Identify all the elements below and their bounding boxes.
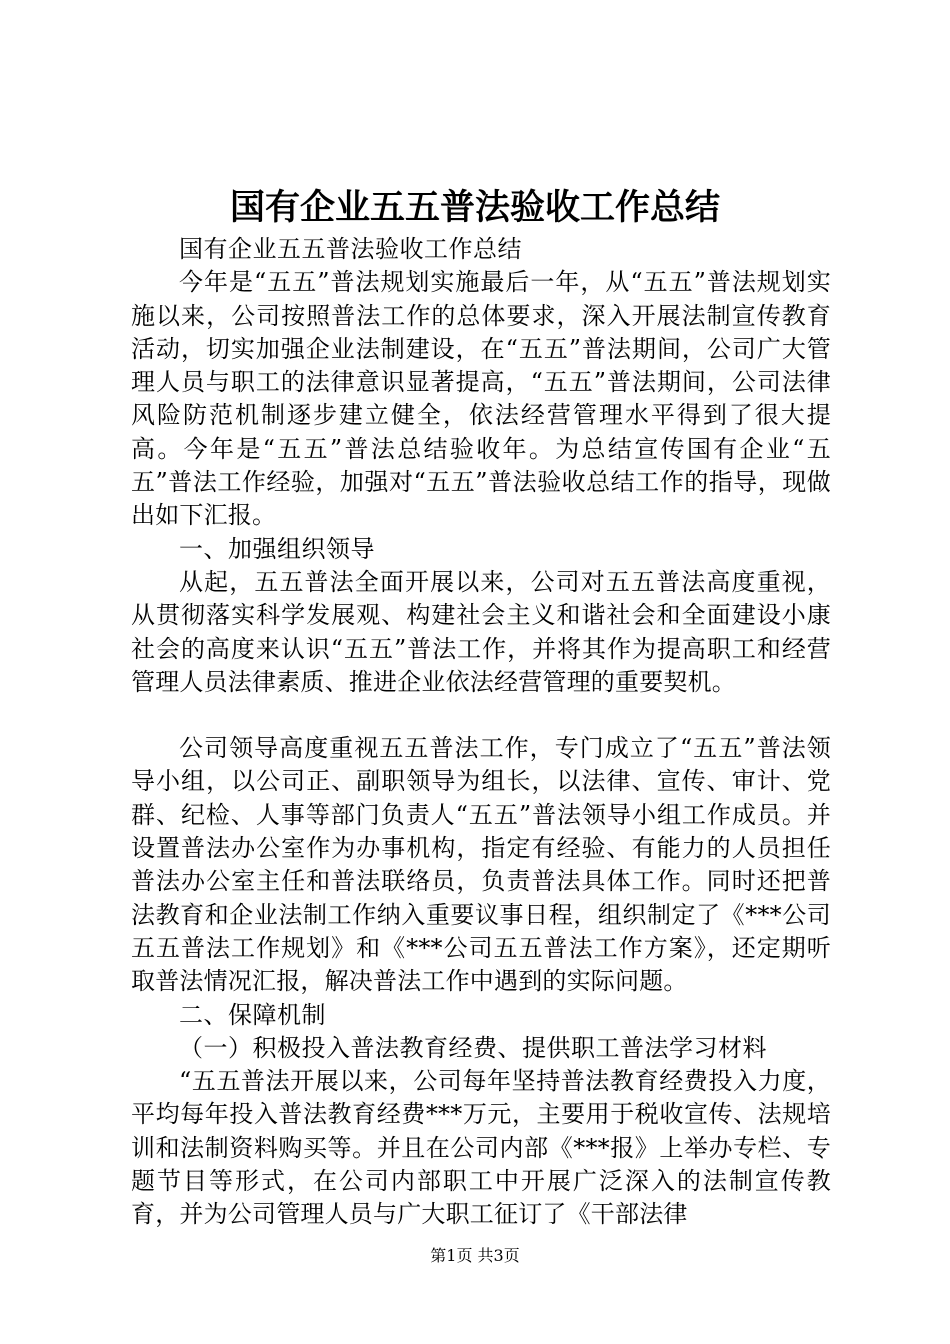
section-2-paragraph-1: “五五普法开展以来，公司每年坚持普法教育经费投入力度，平均每年投入普法教育经费***万元，主要用于税收宣传、法规培训和法制资料购买等。并且在公司内部《***报》上举办专栏、专题节目等形式，在公司内部职工中开展广泛深入的法制宣传教育，并为公司管理人员与广大职工征订了《干部法律 [131, 1067, 831, 1229]
intro-paragraph: 今年是“五五”普法规划实施最后一年，从“五五”普法规划实施以来，公司按照普法工作的总体要求，深入开展法制宣传教育活动，切实加强企业法制建设，在“五五”普法期间，公司广大管理人员与职工的法律意识显著提高，“五五”普法期间，公司法律风险防范机制逐步建立健全，依法经营管理水平得到了很大提高。今年是“五五”普法总结验收年。为总结宣传国有企业“五五”普法工作经验，加强对“五五”普法验收总结工作的指导，现做出如下汇报。 [131, 268, 831, 530]
section-heading-1: 一、加强组织领导 [179, 534, 375, 563]
page-number-footer: 第1页 共3页 [430, 1246, 520, 1265]
document-title: 国有企业五五普法验收工作总结 [229, 187, 720, 228]
section-1-paragraph-1: 从起，五五普法全面开展以来，公司对五五普法高度重视，从贯彻落实科学发展观、构建社会主义和谐社会和全面建设小康社会的高度来认识“五五”普法工作，并将其作为提高职工和经营管理人员法律素质、推进企业依法经营管理的重要契机。 [131, 567, 831, 696]
document-body [131, 233, 831, 1232]
paragraph-gap [131, 699, 831, 732]
section-1-paragraph-2: 公司领导高度重视五五普法工作，专门成立了“五五”普法领导小组，以公司正、副职领导为组长，以法律、宣传、审计、党群、纪检、人事等部门负责人“五五”普法领导小组工作成员。并设置普法办公室作为办事机构，指定有经验、有能力的人员担任普法办公室主任和普法联络员，负责普法具体工作。同时还把普法教育和企业法制工作纳入重要议事日程，组织制定了《***公司五五普法工作规划》和《***公司五五普法工作方案》，还定期听取普法情况汇报，解决普法工作中遇到的实际问题。 [131, 734, 831, 996]
subsection-heading-1: （一）积极投入普法教育经费、提供职工普法学习材料 [179, 1033, 767, 1062]
subtitle-paragraph: 国有企业五五普法验收工作总结 [179, 235, 522, 263]
section-heading-2: 二、保障机制 [179, 1000, 326, 1029]
